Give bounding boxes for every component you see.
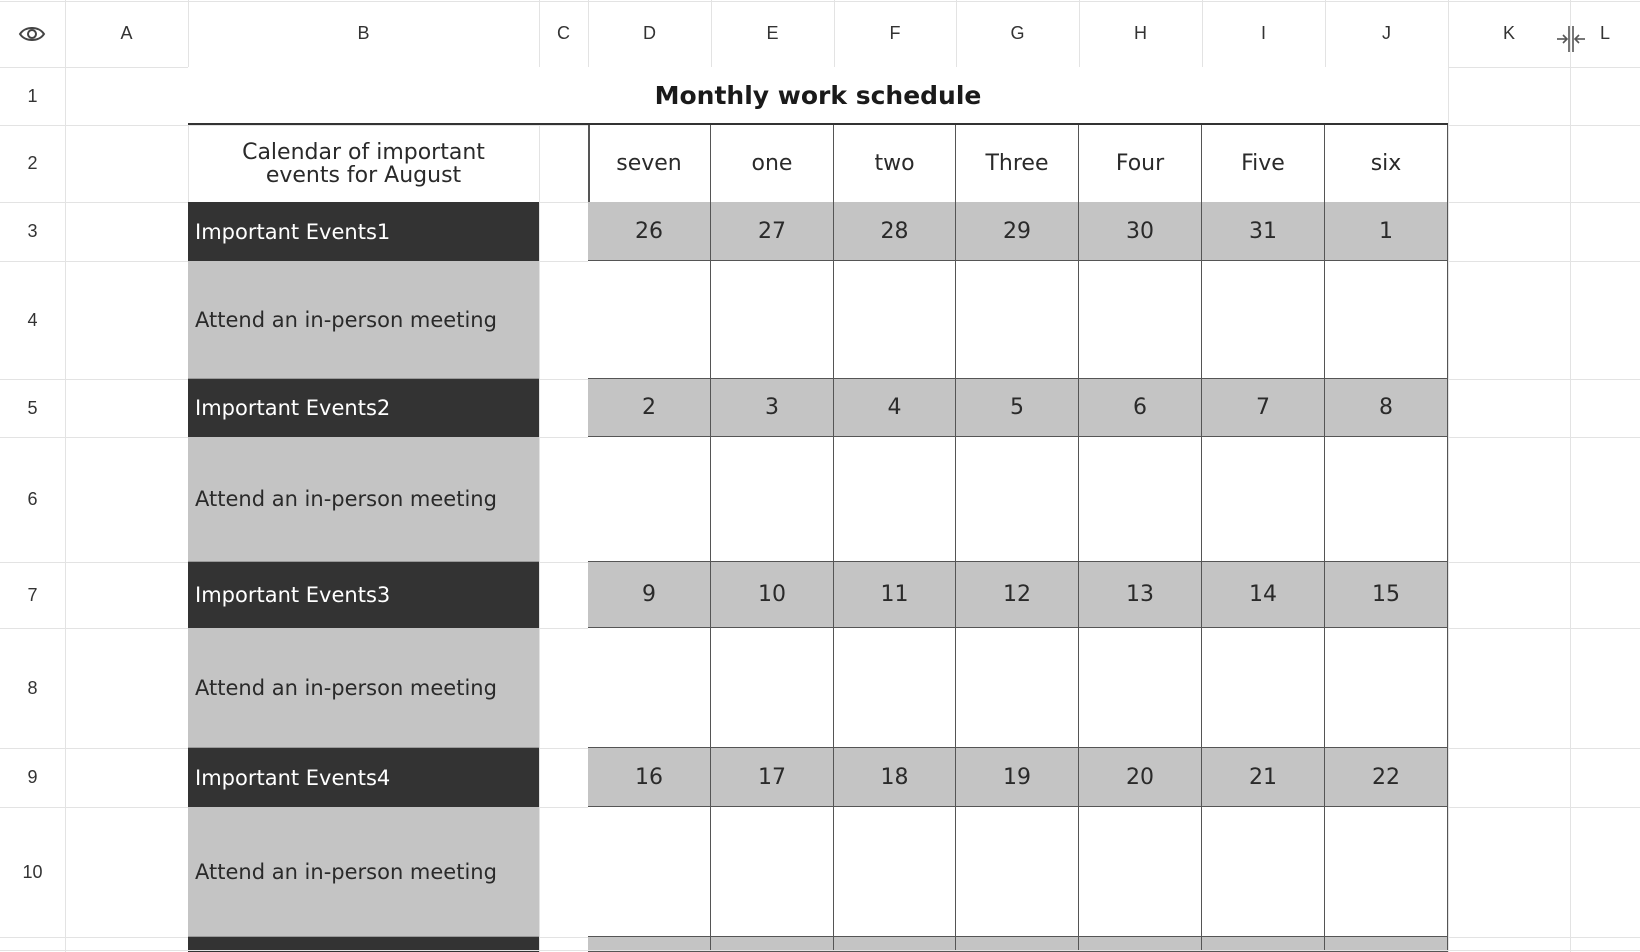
gridline-vertical bbox=[539, 0, 540, 952]
date-cell[interactable]: 17 bbox=[711, 748, 834, 807]
gridline-vertical bbox=[1570, 0, 1571, 952]
column-header-i[interactable]: I bbox=[1260, 23, 1266, 43]
schedule-cell[interactable] bbox=[1202, 437, 1325, 562]
schedule-cell[interactable] bbox=[588, 807, 711, 937]
schedule-cell[interactable] bbox=[1325, 261, 1448, 379]
task-cell[interactable]: Attend an in-person meeting bbox=[188, 261, 539, 379]
date-cell[interactable]: 9 bbox=[588, 562, 711, 628]
schedule-cell[interactable] bbox=[588, 261, 711, 379]
column-header-f[interactable]: F bbox=[889, 23, 901, 43]
sheet-bottom-edge bbox=[0, 950, 1640, 951]
row-header-5[interactable]: 5 bbox=[27, 397, 38, 418]
schedule-cell[interactable] bbox=[1202, 807, 1325, 937]
date-cell[interactable]: 12 bbox=[956, 562, 1079, 628]
date-cell[interactable]: 22 bbox=[1325, 748, 1448, 807]
row-header-2[interactable]: 2 bbox=[27, 153, 38, 173]
date-cell[interactable]: 4 bbox=[834, 379, 956, 437]
schedule-cell[interactable] bbox=[711, 437, 834, 562]
date-cell[interactable]: 31 bbox=[1202, 202, 1325, 261]
row-header-3[interactable]: 3 bbox=[27, 221, 38, 241]
row-header-6[interactable]: 6 bbox=[27, 489, 38, 509]
schedule-cell[interactable] bbox=[956, 437, 1079, 562]
date-cell[interactable]: 3 bbox=[711, 379, 834, 437]
date-cell[interactable]: 10 bbox=[711, 562, 834, 628]
schedule-cell[interactable] bbox=[956, 628, 1079, 748]
schedule-cell[interactable] bbox=[1202, 261, 1325, 379]
schedule-cell[interactable] bbox=[956, 807, 1079, 937]
weekday-header-5[interactable]: Four bbox=[1079, 125, 1202, 202]
date-cell[interactable]: 28 bbox=[834, 202, 956, 261]
calendar-label-cell[interactable]: Calendar of important events for August bbox=[242, 139, 485, 188]
date-cell[interactable]: 20 bbox=[1079, 748, 1202, 807]
schedule-cell[interactable] bbox=[956, 261, 1079, 379]
collapse-columns-icon[interactable] bbox=[1555, 24, 1587, 54]
schedule-cell[interactable] bbox=[834, 437, 956, 562]
column-header-c[interactable]: C bbox=[557, 23, 570, 43]
row-header-4[interactable]: 4 bbox=[27, 309, 38, 330]
column-header-j[interactable]: J bbox=[1382, 23, 1391, 43]
date-cell[interactable]: 15 bbox=[1325, 562, 1448, 628]
date-cell[interactable]: 14 bbox=[1202, 562, 1325, 628]
weekday-header-2[interactable]: one bbox=[711, 125, 834, 202]
schedule-cell[interactable] bbox=[711, 261, 834, 379]
column-header-b[interactable]: B bbox=[357, 23, 370, 43]
row-header-7[interactable]: 7 bbox=[27, 584, 38, 605]
event-name-cell[interactable]: Important Events4 bbox=[188, 748, 539, 807]
column-header-d[interactable]: D bbox=[643, 23, 656, 43]
schedule-cell[interactable] bbox=[711, 807, 834, 937]
weekday-header-4[interactable]: Three bbox=[956, 125, 1079, 202]
row-header-1[interactable]: 1 bbox=[27, 85, 38, 106]
task-cell[interactable]: Attend an in-person meeting bbox=[188, 628, 539, 748]
column-header-k[interactable]: K bbox=[1502, 23, 1515, 43]
date-cell[interactable]: 16 bbox=[588, 748, 711, 807]
date-cell[interactable]: 6 bbox=[1079, 379, 1202, 437]
column-header-e[interactable]: E bbox=[766, 23, 779, 43]
date-cell[interactable]: 19 bbox=[956, 748, 1079, 807]
event-name-cell[interactable]: Important Events2 bbox=[188, 379, 539, 437]
schedule-cell[interactable] bbox=[1325, 628, 1448, 748]
row-header-10[interactable]: 10 bbox=[22, 861, 43, 882]
date-cell[interactable]: 18 bbox=[834, 748, 956, 807]
event-name-cell[interactable]: Important Events1 bbox=[188, 202, 539, 261]
weekday-header-1[interactable]: seven bbox=[588, 125, 711, 202]
task-cell[interactable]: Attend an in-person meeting bbox=[188, 437, 539, 562]
gridline-vertical bbox=[65, 0, 66, 952]
schedule-cell[interactable] bbox=[588, 628, 711, 748]
schedule-cell[interactable] bbox=[711, 628, 834, 748]
weekday-header-6[interactable]: Five bbox=[1202, 125, 1325, 202]
date-cell[interactable]: 11 bbox=[834, 562, 956, 628]
date-cell[interactable]: 30 bbox=[1079, 202, 1202, 261]
column-header-l[interactable]: L bbox=[1599, 23, 1610, 43]
schedule-cell[interactable] bbox=[1079, 437, 1202, 562]
row-header-9[interactable]: 9 bbox=[27, 767, 38, 787]
gridline-vertical bbox=[1448, 0, 1449, 952]
weekday-header-7[interactable]: six bbox=[1325, 125, 1448, 202]
task-cell[interactable]: Attend an in-person meeting bbox=[188, 807, 539, 937]
date-cell[interactable]: 2 bbox=[588, 379, 711, 437]
date-cell[interactable]: 21 bbox=[1202, 748, 1325, 807]
schedule-cell[interactable] bbox=[1079, 261, 1202, 379]
row-header-8[interactable]: 8 bbox=[27, 677, 38, 698]
date-cell[interactable]: 26 bbox=[588, 202, 711, 261]
date-cell[interactable]: 8 bbox=[1325, 379, 1448, 437]
column-header-a[interactable]: A bbox=[120, 23, 133, 43]
date-cell[interactable]: 29 bbox=[956, 202, 1079, 261]
schedule-cell[interactable] bbox=[1202, 628, 1325, 748]
date-cell[interactable]: 13 bbox=[1079, 562, 1202, 628]
column-header-g[interactable]: G bbox=[1010, 23, 1025, 43]
schedule-cell[interactable] bbox=[1325, 807, 1448, 937]
schedule-cell[interactable] bbox=[1079, 807, 1202, 937]
schedule-cell[interactable] bbox=[1079, 628, 1202, 748]
eye-icon[interactable] bbox=[18, 23, 46, 45]
schedule-cell[interactable] bbox=[588, 437, 711, 562]
date-cell[interactable]: 5 bbox=[956, 379, 1079, 437]
weekday-header-3[interactable]: two bbox=[834, 125, 956, 202]
event-name-cell[interactable]: Important Events3 bbox=[188, 562, 539, 628]
date-cell[interactable]: 27 bbox=[711, 202, 834, 261]
date-cell[interactable]: 7 bbox=[1202, 379, 1325, 437]
title-cell[interactable]: Monthly work schedule bbox=[188, 67, 1448, 125]
schedule-cell[interactable] bbox=[1325, 437, 1448, 562]
schedule-cell[interactable] bbox=[834, 628, 956, 748]
date-cell[interactable]: 1 bbox=[1325, 202, 1448, 261]
schedule-cell[interactable] bbox=[834, 807, 956, 937]
column-header-h[interactable]: H bbox=[1134, 23, 1147, 43]
schedule-cell[interactable] bbox=[834, 261, 956, 379]
